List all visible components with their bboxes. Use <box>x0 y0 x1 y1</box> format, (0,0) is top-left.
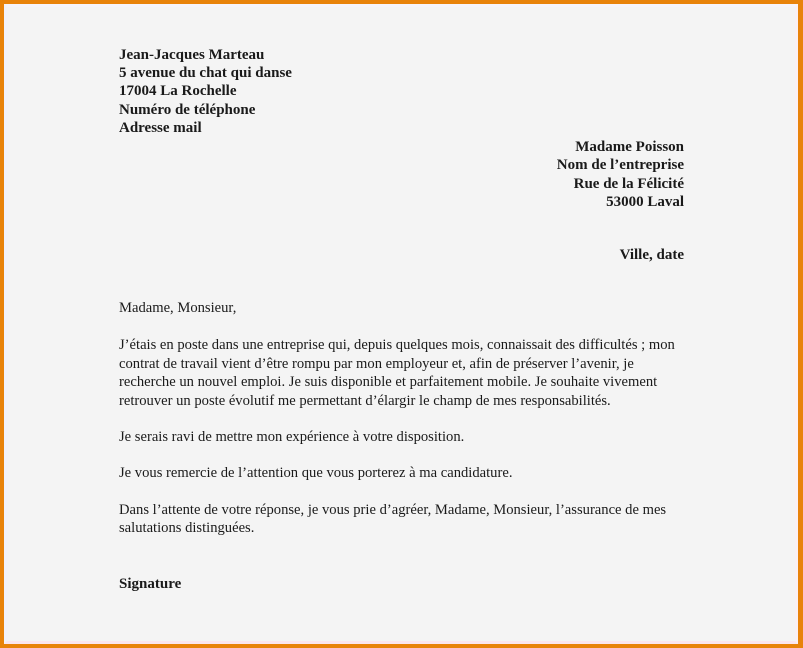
sender-name: Jean-Jacques Marteau <box>119 47 265 63</box>
body-paragraph-thanks: Je vous remercie de l’attention que vous porterez à ma candidature. <box>119 465 513 482</box>
sender-address-block <box>119 46 292 137</box>
signature: Signature <box>119 576 182 592</box>
sender-phone: Numéro de téléphone <box>119 101 256 118</box>
letter-page <box>4 4 798 644</box>
recipient-street: Rue de la Félicité <box>573 175 684 192</box>
recipient-city: 53000 Laval <box>606 193 684 210</box>
letter-body <box>119 299 679 555</box>
recipient-company: Nom de l’entreprise <box>556 157 684 174</box>
salutation: Madame, Monsieur, <box>119 300 237 316</box>
sender-city: 17004 La Rochelle <box>119 83 237 100</box>
body-paragraph-offer: Je serais ravi de mettre mon expérience à votre disposition. <box>119 429 465 446</box>
body-paragraph-situation: J’étais en poste dans une entreprise qui, depuis quelques mois, connaissait des difficultés ; mon contrat de travail vient d’être rompu par mon employeur et, afin de préserver l’avenir, je recherche un nouvel emploi. Je suis disponible et parfaitement mobile. Je souhaite vivement retrouver un poste évolutif me permettant d’élargir le champ de mes responsabilités. <box>119 337 675 409</box>
recipient-address-block <box>557 138 684 211</box>
sender-street: 5 avenue du chat qui danse <box>119 65 292 82</box>
place-and-date: Ville, date <box>619 247 684 263</box>
sender-email: Adresse mail <box>119 119 202 136</box>
body-paragraph-closing: Dans l’attente de votre réponse, je vous prie d’agréer, Madame, Monsieur, l’assurance de mes salutations distinguées. <box>119 501 667 537</box>
recipient-name: Madame Poisson <box>575 139 684 155</box>
